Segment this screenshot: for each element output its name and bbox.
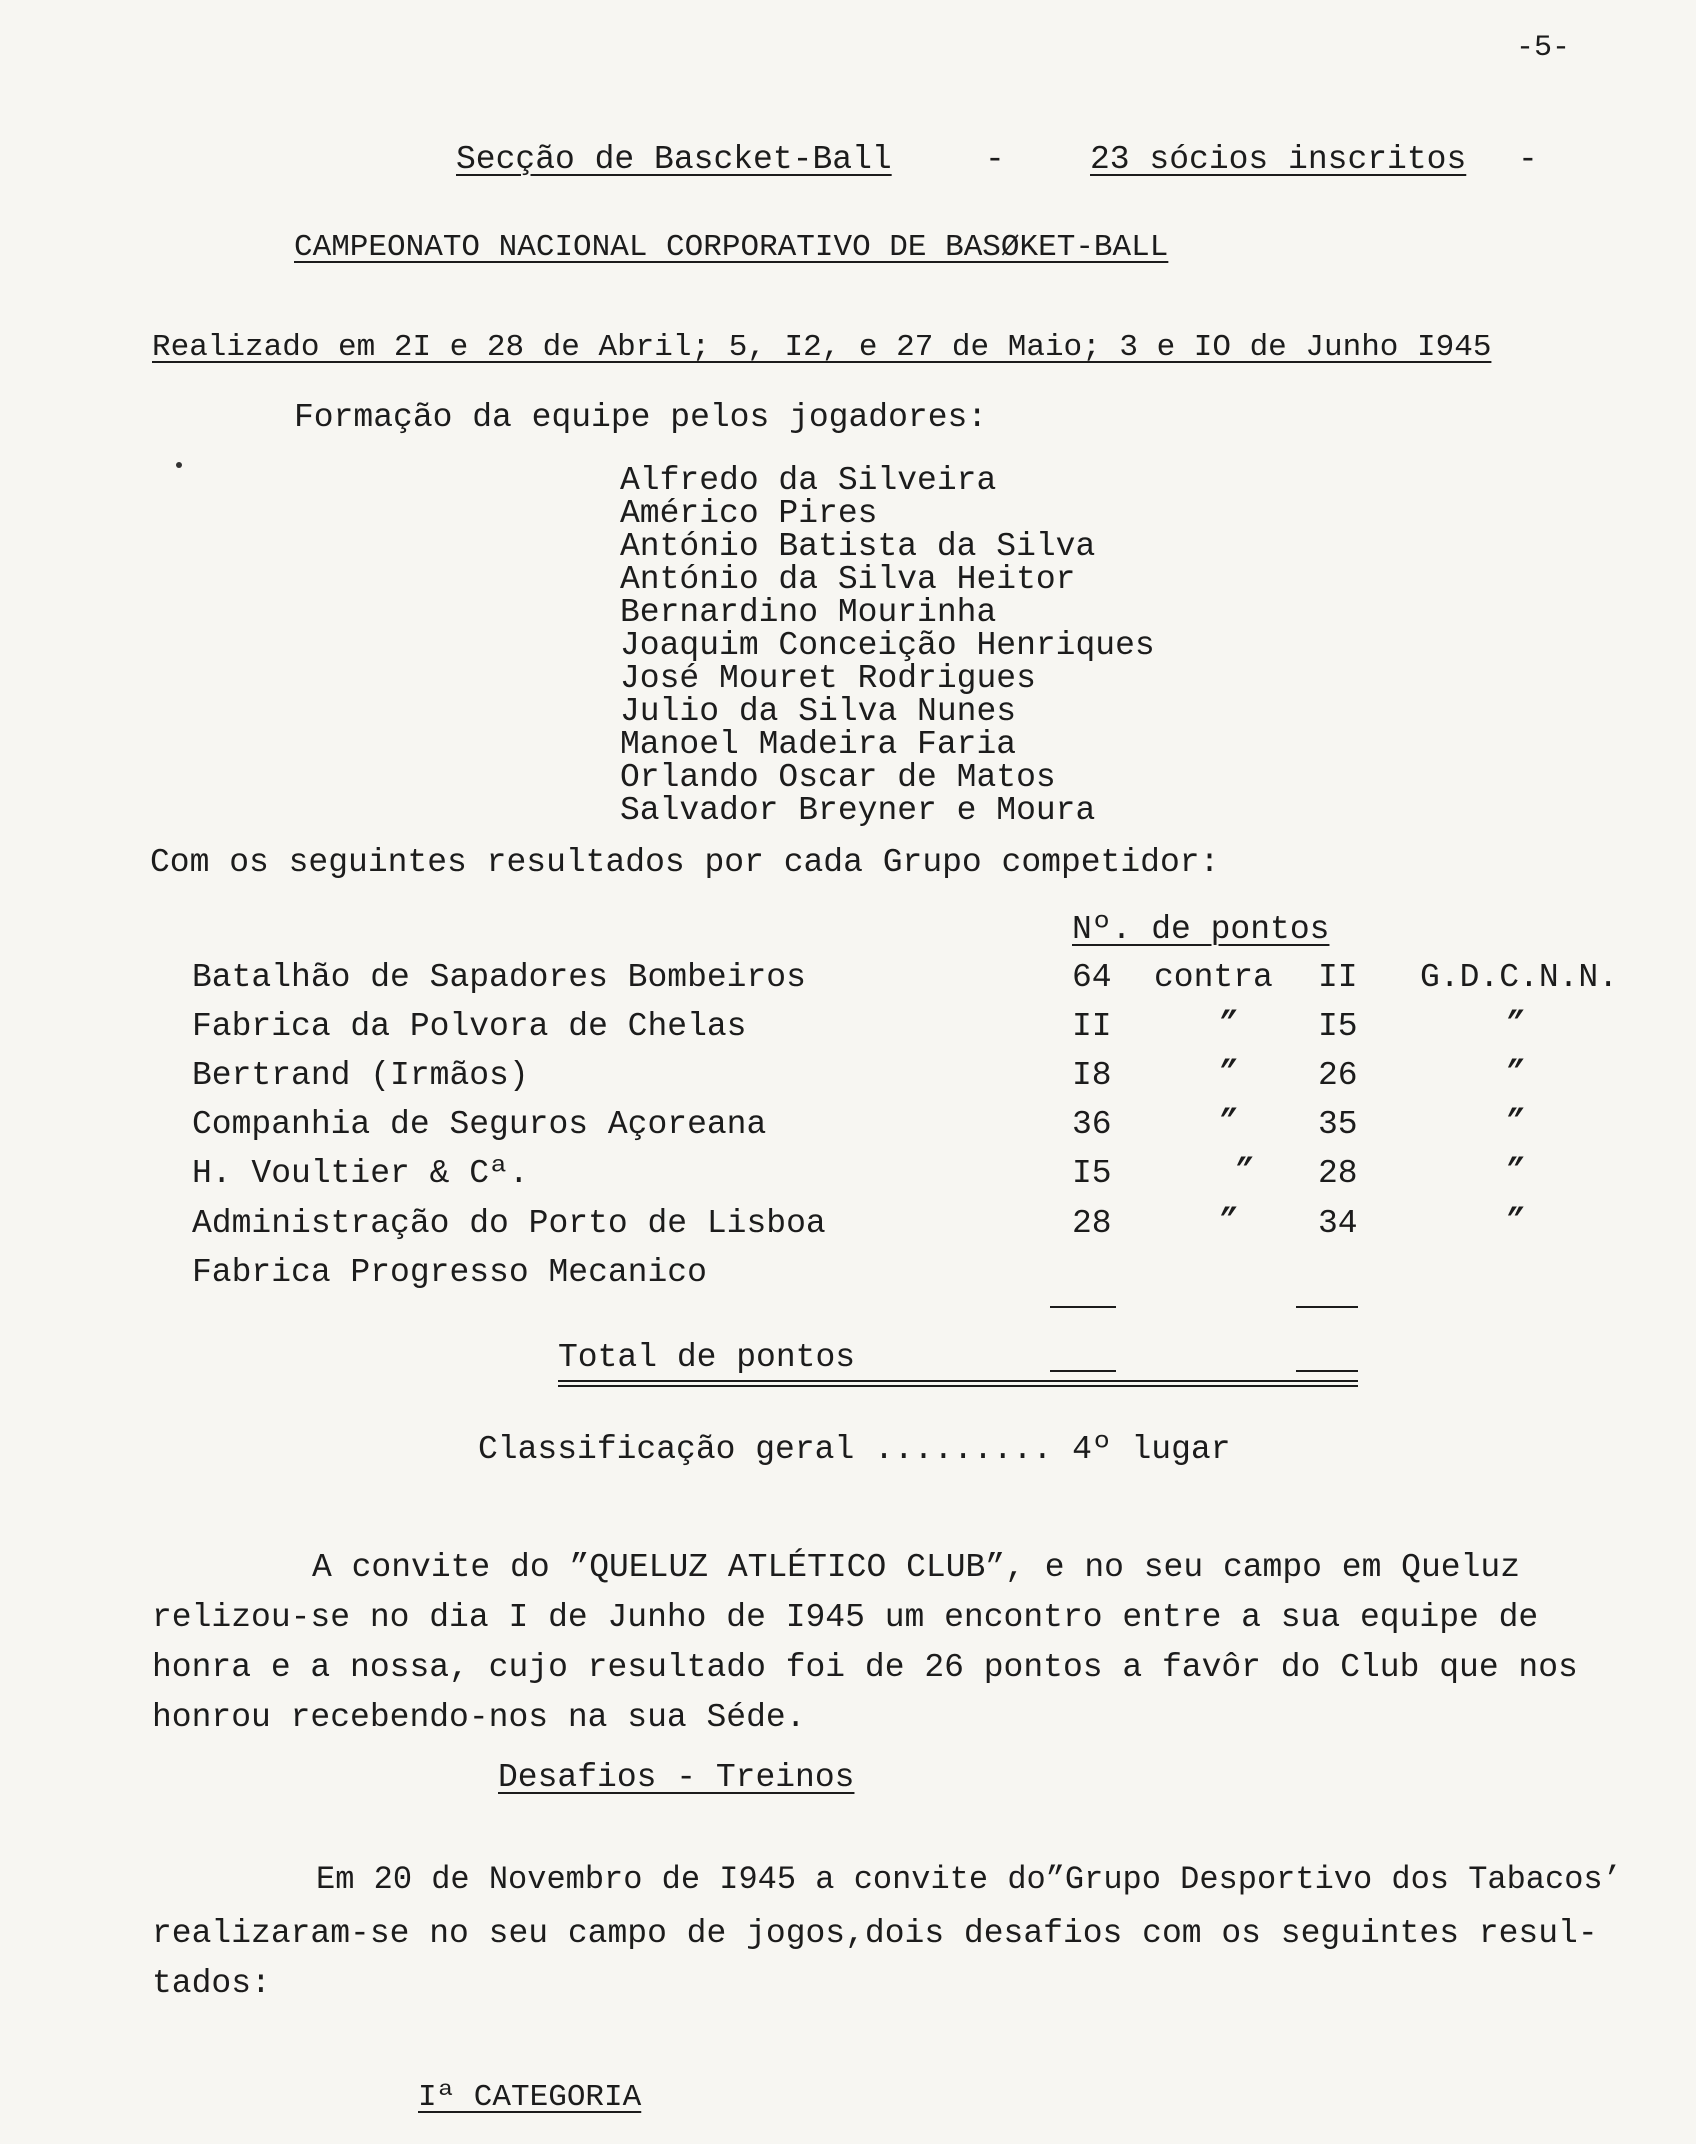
player-name: Manoel Madeira Faria <box>620 726 1017 763</box>
ditto-mark: ” <box>1218 1007 1237 1041</box>
points-against: II <box>1318 959 1358 996</box>
points-for: I8 <box>1072 1057 1112 1094</box>
points-against: 26 <box>1318 1057 1358 1094</box>
paragraph-line: A convite do ”QUELUZ ATLÉTICO CLUB”, e no seu campo em Queluz <box>312 1549 1520 1586</box>
dates-line: Realizado em 2I e 28 de Abril; 5, I2, e 27 de Maio; 3 e IO de Junho I945 <box>152 330 1492 365</box>
points-header: Nº. de pontos <box>1072 911 1330 948</box>
paragraph-line: Em 20 de Novembro de I945 a convite do”Grupo Desportivo dos Tabacos’ <box>316 1861 1622 1898</box>
team-name: Fabrica da Polvora de Chelas <box>192 1008 747 1045</box>
section-separator: - <box>985 141 1005 178</box>
category-heading: Iª CATEGORIA <box>418 2080 642 2115</box>
points-against: 28 <box>1318 1155 1358 1192</box>
total-blank <box>1050 1370 1116 1372</box>
player-name: José Mouret Rodrigues <box>620 660 1036 697</box>
total-underline <box>558 1380 1358 1382</box>
section-members: 23 sócios inscritos <box>1090 141 1467 178</box>
page-number: -5- <box>1516 31 1571 65</box>
championship-title: CAMPEONATO NACIONAL CORPORATIVO DE BASØKET-BALL <box>294 230 1169 265</box>
paragraph-line: realizaram-se no seu campo de jogos,dois desafios com os seguintes resul- <box>152 1915 1598 1952</box>
points-for: I5 <box>1072 1155 1112 1192</box>
section-title: Secção de Bascket-Ball <box>456 141 892 178</box>
team-name: H. Voultier & Cª. <box>192 1155 529 1192</box>
total-underline <box>558 1385 1358 1387</box>
total-label: Total de pontos <box>558 1339 856 1376</box>
paragraph-line: honrou recebendo-nos na sua Séde. <box>152 1699 806 1736</box>
points-for: II <box>1072 1008 1112 1045</box>
team-name: Bertrand (Irmãos) <box>192 1057 529 1094</box>
points-for: 28 <box>1072 1205 1112 1242</box>
versus-label: contra <box>1154 959 1273 996</box>
player-name: Alfredo da Silveira <box>620 462 997 499</box>
team-name: Administração do Porto de Lisboa <box>192 1205 826 1242</box>
classification-line: Classificação geral ......... 4º lugar <box>478 1431 1231 1468</box>
player-name: Orlando Oscar de Matos <box>620 759 1056 796</box>
paragraph-line: tados: <box>152 1965 271 2002</box>
player-name: Américo Pires <box>620 495 878 532</box>
ditto-mark: ” <box>1505 1007 1524 1041</box>
ditto-mark: ” <box>1505 1204 1524 1238</box>
results-intro: Com os seguintes resultados por cada Grupo competidor: <box>150 844 1220 881</box>
stray-mark <box>176 462 182 468</box>
sum-line <box>1296 1306 1358 1308</box>
ditto-mark: ” <box>1218 1105 1237 1139</box>
ditto-mark: ” <box>1505 1154 1524 1188</box>
total-blank <box>1296 1370 1358 1372</box>
ditto-mark: ” <box>1218 1204 1237 1238</box>
points-for: 36 <box>1072 1106 1112 1143</box>
ditto-mark: ” <box>1234 1154 1253 1188</box>
player-name: Bernardino Mourinha <box>620 594 997 631</box>
section-trailing-dash: - <box>1518 141 1538 178</box>
team-name: Companhia de Seguros Açoreana <box>192 1106 767 1143</box>
challenges-heading: Desafios - Treinos <box>498 1759 855 1796</box>
ditto-mark: ” <box>1218 1056 1237 1090</box>
team-name: Fabrica Progresso Mecanico <box>192 1254 707 1291</box>
ditto-mark: ” <box>1505 1056 1524 1090</box>
points-against: 35 <box>1318 1106 1358 1143</box>
team-name: Batalhão de Sapadores Bombeiros <box>192 959 806 996</box>
team-intro: Formação da equipe pelos jogadores: <box>294 399 988 436</box>
player-name: António da Silva Heitor <box>620 561 1076 598</box>
paragraph-line: honra e a nossa, cujo resultado foi de 26 pontos a favôr do Club que nos <box>152 1649 1578 1686</box>
points-against: 34 <box>1318 1205 1358 1242</box>
points-against: I5 <box>1318 1008 1358 1045</box>
club-abbrev: G.D.C.N.N. <box>1420 959 1619 996</box>
player-name: Salvador Breyner e Moura <box>620 792 1096 829</box>
player-name: António Batista da Silva <box>620 528 1096 565</box>
sum-line <box>1050 1306 1116 1308</box>
player-name: Joaquim Conceição Henriques <box>620 627 1155 664</box>
ditto-mark: ” <box>1505 1105 1524 1139</box>
player-name: Julio da Silva Nunes <box>620 693 1017 730</box>
paragraph-line: relizou-se no dia I de Junho de I945 um encontro entre a sua equipe de <box>152 1599 1539 1636</box>
points-for: 64 <box>1072 959 1112 996</box>
